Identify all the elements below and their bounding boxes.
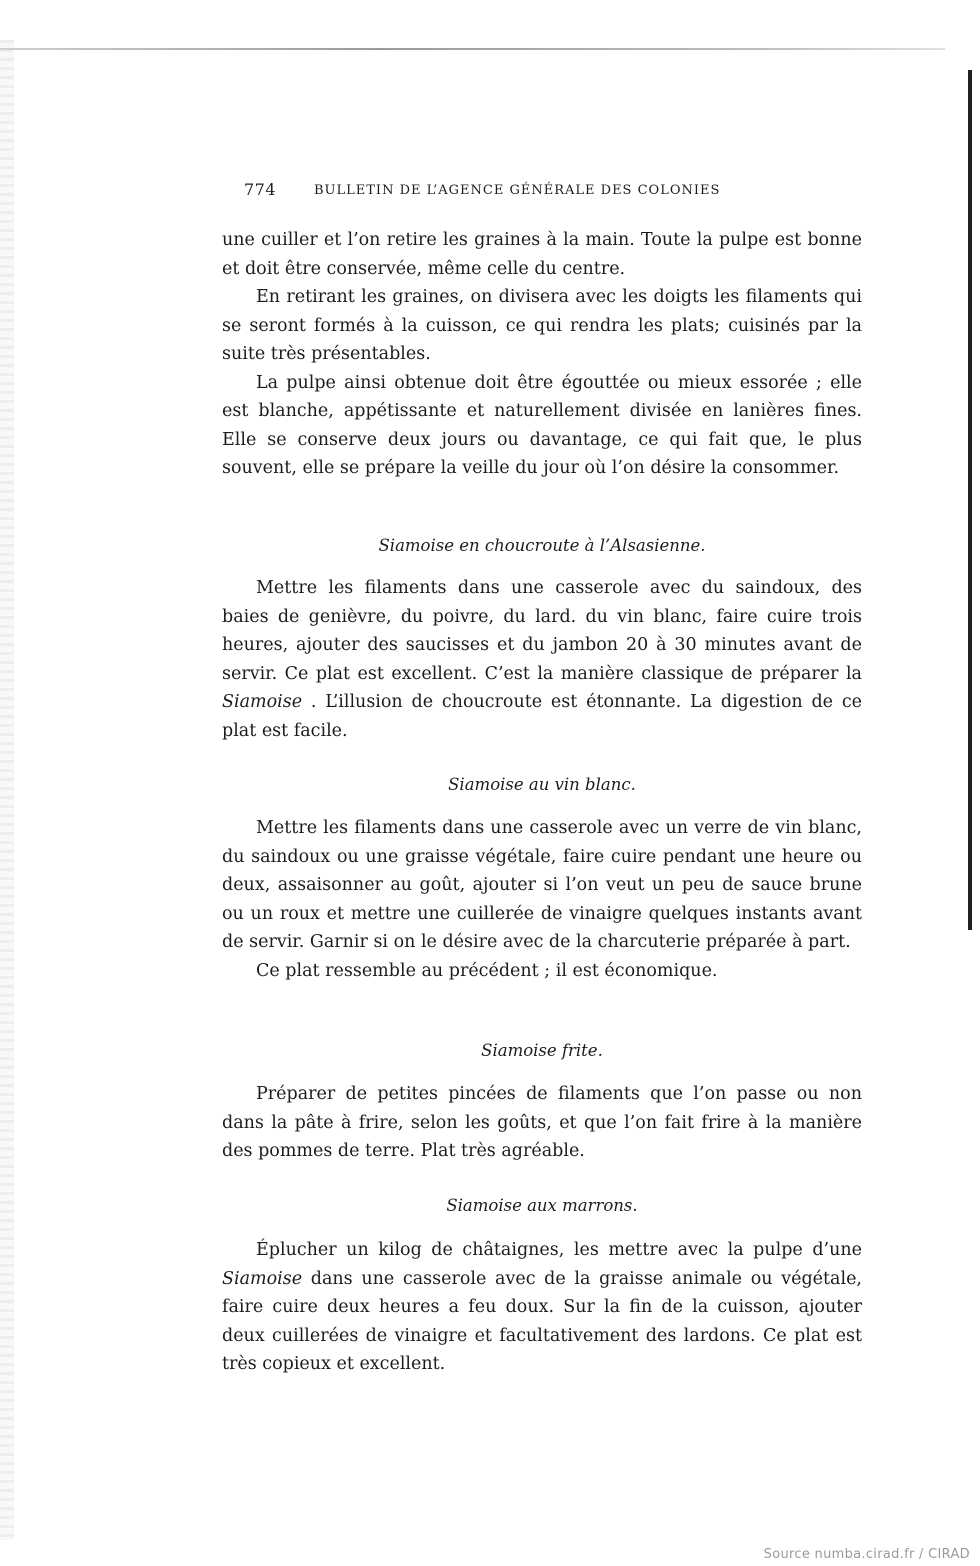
section-heading-choucroute: Siamoise en choucroute à l’Alsasienne. <box>378 536 706 555</box>
section-heading-marrons: Siamoise aux marrons. <box>446 1196 638 1215</box>
intro-paragraph-1: une cuiller et l’on retire les graines à la main. Toute la pulpe est bonne et doit être conservée, même celle du centre. <box>222 230 862 279</box>
page-number: 774 <box>244 180 277 199</box>
choucroute-paragraph <box>222 574 862 745</box>
section-frite <box>222 1080 862 1166</box>
scan-left-edge <box>0 40 14 1540</box>
marrons-paragraph <box>222 1236 862 1379</box>
running-title: BULLETIN DE L’AGENCE GÉNÉRALE DES COLONIES <box>314 183 721 198</box>
section-choucroute <box>222 574 862 745</box>
source-credit: Source numba.cirad.fr / CIRAD <box>763 1547 970 1562</box>
vin-blanc-paragraph-2: Ce plat ressemble au précédent ; il est économique. <box>256 960 718 981</box>
frite-paragraph: Préparer de petites pincées de filaments que l’on passe ou non dans la pâte à frire, selon les goûts, et que l’on fait frire à la manière des pommes de terre. Plat très agréable. <box>222 1084 862 1161</box>
vin-blanc-paragraph-1: Mettre les filaments dans une casserole avec un verre de vin blanc, du saindoux ou une graisse végétale, faire cuire pendant une heure ou deux, assaisonner au goût, ajouter si l’on veut un peu de sauce brune ou un roux et mettre une cuillerée de vinaigre quelques instants avant de servir. Garnir si on le désire avec de la charcuterie préparée à part. <box>222 818 862 952</box>
page-header <box>244 180 864 206</box>
choucroute-text-a: Mettre les filaments dans une casserole avec du saindoux, des baies de genièvre, du poivre, du lard. du vin blanc, faire cuire trois heures, ajouter des saucisses et du jambon 20 à 30 minutes avant de servir. Ce plat est excellent. C’est la manière classique de préparer la <box>222 578 862 684</box>
choucroute-text-b: . L’illusion de choucroute est étonnante. La digestion de ce plat est facile. <box>222 692 862 741</box>
marrons-text-a: Éplucher un kilog de châtaignes, les mettre avec la pulpe d’une <box>256 1240 862 1260</box>
intro-paragraph-2: En retirant les graines, on divisera avec les doigts les filaments qui se seront formés à la cuisson, ce qui rendra les plats; cuisinés par la suite très présentables. <box>222 287 862 364</box>
section-heading-vin-blanc: Siamoise au vin blanc. <box>448 775 636 794</box>
section-vin-blanc <box>222 814 862 985</box>
intro-block <box>222 226 862 483</box>
scan-top-rule <box>0 48 945 50</box>
marrons-italic: Siamoise <box>222 1268 303 1289</box>
scan-right-edge <box>968 70 972 930</box>
section-heading-frite: Siamoise frite. <box>481 1041 603 1060</box>
marrons-text-b: dans une casserole avec de la graisse animale ou végétale, faire cuire deux heures a feu doux. Sur la fin de la cuisson, ajouter deux cuillerées de vinaigre et facultativement des lardons. Ce plat est très copieux et excellent. <box>222 1268 862 1374</box>
section-marrons <box>222 1236 862 1379</box>
choucroute-italic: Siamoise <box>222 692 303 712</box>
intro-paragraph-3: La pulpe ainsi obtenue doit être égouttée ou mieux essorée ; elle est blanche, appétissante et naturellement divisée en lanières fines. Elle se conserve deux jours ou davantage, ce qui fait que, le plus souvent, elle se prépare la veille du jour où l’on désire la consommer. <box>222 372 862 478</box>
